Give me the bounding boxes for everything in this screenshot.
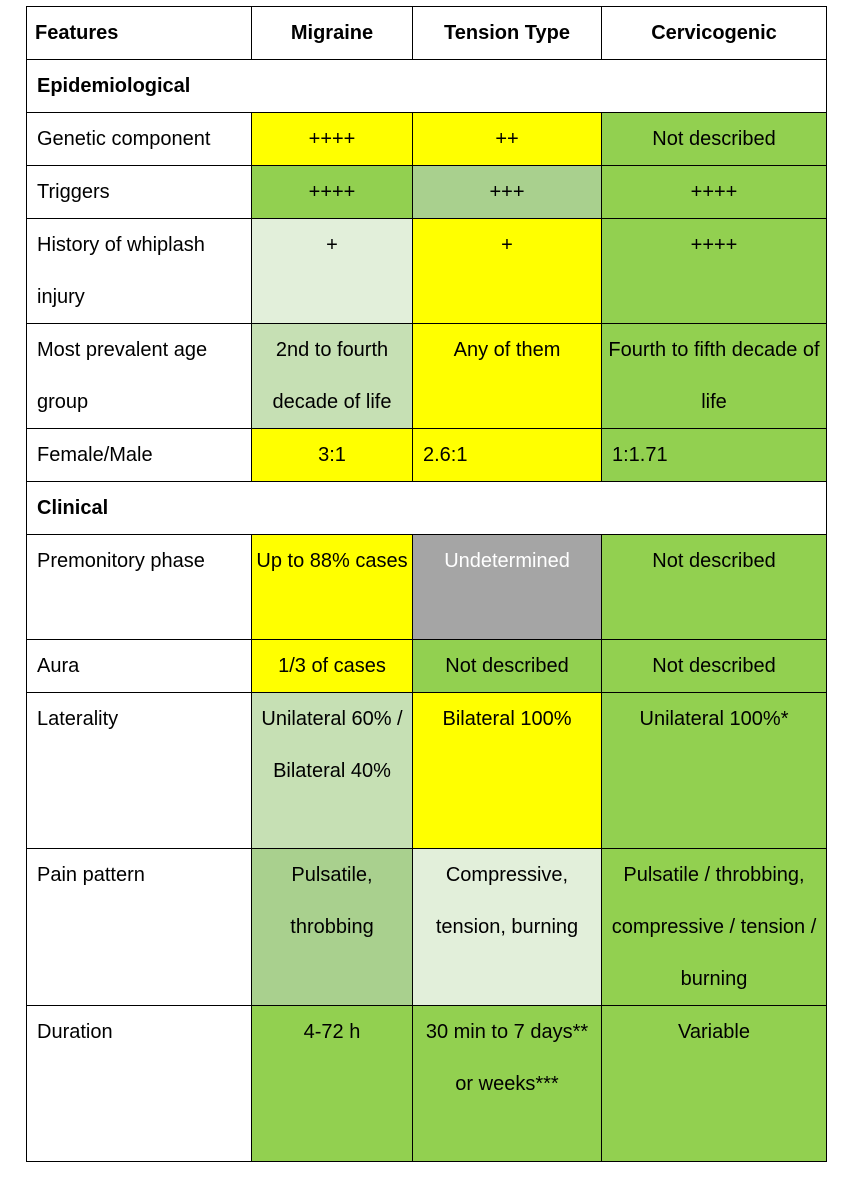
cell-migraine: 3:1 bbox=[252, 429, 413, 482]
header-cervicogenic: Cervicogenic bbox=[602, 7, 827, 60]
table-row bbox=[27, 1006, 827, 1162]
cell-migraine: 4-72 h bbox=[252, 1006, 413, 1162]
row-label: Female/Male bbox=[27, 429, 252, 482]
section-row bbox=[27, 482, 827, 535]
cell-tension: 2.6:1 bbox=[413, 429, 602, 482]
headache-comparison-table bbox=[26, 6, 827, 1162]
row-label: Pain pattern bbox=[27, 849, 252, 1006]
cell-cervicogenic: Pulsatile / throbbing, compressive / tension / burning bbox=[602, 849, 827, 1006]
cell-cervicogenic: ++++ bbox=[602, 219, 827, 324]
table-row bbox=[27, 219, 827, 324]
cell-migraine: Unilateral 60% / Bilateral 40% bbox=[252, 693, 413, 849]
cell-tension: ++ bbox=[413, 113, 602, 166]
cell-cervicogenic: Unilateral 100%* bbox=[602, 693, 827, 849]
cell-migraine: ++++ bbox=[252, 166, 413, 219]
cell-migraine: + bbox=[252, 219, 413, 324]
cell-migraine: Pulsatile, throbbing bbox=[252, 849, 413, 1006]
cell-tension: Undetermined bbox=[413, 535, 602, 640]
header-migraine: Migraine bbox=[252, 7, 413, 60]
header-features: Features bbox=[27, 7, 252, 60]
cell-tension: +++ bbox=[413, 166, 602, 219]
table-row bbox=[27, 429, 827, 482]
cell-cervicogenic: 1:1.71 bbox=[602, 429, 827, 482]
section-clinical: Clinical bbox=[27, 482, 827, 535]
cell-tension: Not described bbox=[413, 640, 602, 693]
row-label: Most prevalent age group bbox=[27, 324, 252, 429]
cell-cervicogenic: Not described bbox=[602, 113, 827, 166]
table-row bbox=[27, 640, 827, 693]
table-row bbox=[27, 113, 827, 166]
cell-tension: Any of them bbox=[413, 324, 602, 429]
cell-migraine: 1/3 of cases bbox=[252, 640, 413, 693]
cell-tension: Bilateral 100% bbox=[413, 693, 602, 849]
header-row bbox=[27, 7, 827, 60]
header-tension: Tension Type bbox=[413, 7, 602, 60]
cell-tension: 30 min to 7 days** or weeks*** bbox=[413, 1006, 602, 1162]
row-label: Genetic component bbox=[27, 113, 252, 166]
table-row bbox=[27, 324, 827, 429]
table-row bbox=[27, 693, 827, 849]
section-row bbox=[27, 60, 827, 113]
cell-tension: + bbox=[413, 219, 602, 324]
row-label: Premonitory phase bbox=[27, 535, 252, 640]
row-label: Duration bbox=[27, 1006, 252, 1162]
row-label: History of whiplash injury bbox=[27, 219, 252, 324]
table-row bbox=[27, 849, 827, 1006]
cell-tension: Compressive, tension, burning bbox=[413, 849, 602, 1006]
table-row bbox=[27, 166, 827, 219]
cell-migraine: ++++ bbox=[252, 113, 413, 166]
cell-cervicogenic: ++++ bbox=[602, 166, 827, 219]
cell-cervicogenic: Fourth to fifth decade of life bbox=[602, 324, 827, 429]
table-row bbox=[27, 535, 827, 640]
cell-migraine: Up to 88% cases bbox=[252, 535, 413, 640]
row-label: Triggers bbox=[27, 166, 252, 219]
cell-cervicogenic: Variable bbox=[602, 1006, 827, 1162]
cell-migraine: 2nd to fourth decade of life bbox=[252, 324, 413, 429]
row-label: Aura bbox=[27, 640, 252, 693]
cell-cervicogenic: Not described bbox=[602, 640, 827, 693]
cell-cervicogenic: Not described bbox=[602, 535, 827, 640]
row-label: Laterality bbox=[27, 693, 252, 849]
section-epidemiological: Epidemiological bbox=[27, 60, 827, 113]
